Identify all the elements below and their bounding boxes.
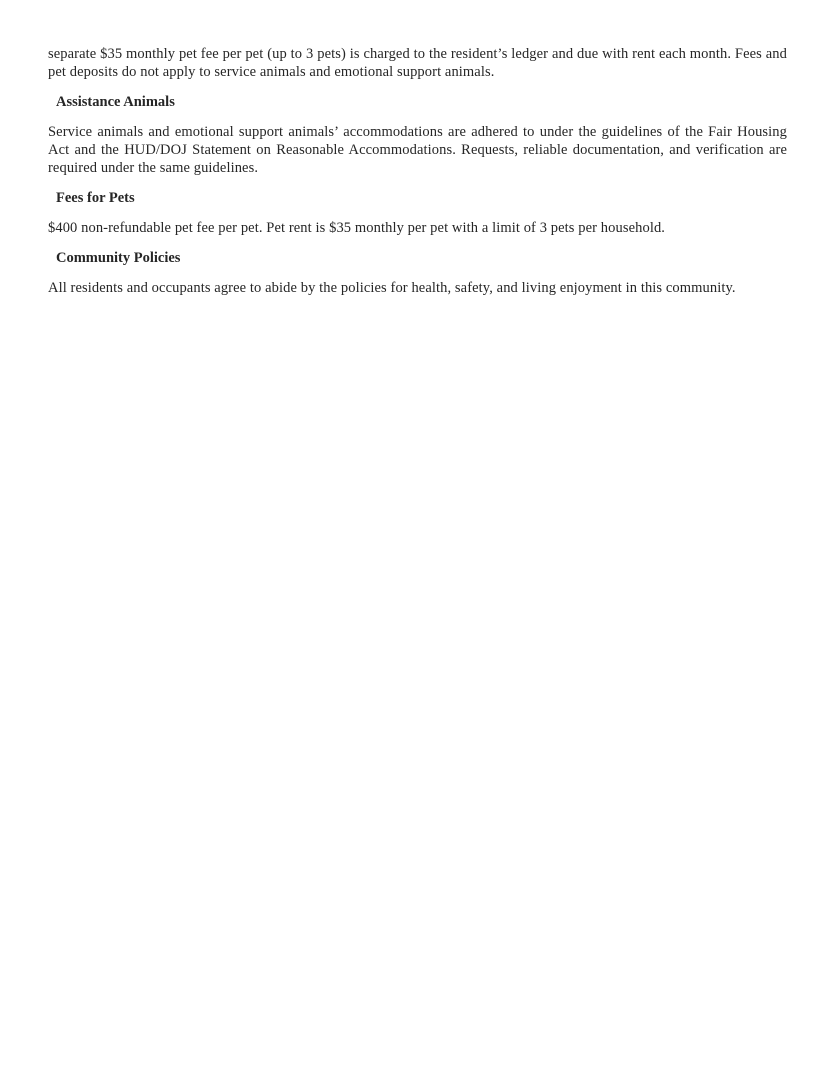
section-heading-assistance-animals: Assistance Animals: [56, 94, 175, 110]
paragraph-assistance-animals: Service animals and emotional support animals’ accommodations are adhered to under the guidelines of the Fair Housing Act and the HUD/DOJ Statement on Reasonable Accommodations. Requests, reliable documentation, and verification are required under the same guidelines.: [48, 124, 787, 176]
paragraph-community-policies: All residents and occupants agree to abide by the policies for health, safety, and living enjoyment in this community.: [48, 280, 736, 296]
paragraph-fees-for-pets: $400 non-refundable pet fee per pet. Pet rent is $35 monthly per pet with a limit of 3 pets per household.: [48, 220, 666, 236]
section-heading-community-policies: Community Policies: [56, 250, 181, 266]
paragraph-pet-fee-continuation: separate $35 monthly pet fee per pet (up to 3 pets) is charged to the resident’s ledger and due with rent each month. Fees and pet deposits do not apply to service animals and emotional support animals.: [48, 46, 787, 80]
section-heading-fees-for-pets: Fees for Pets: [56, 190, 135, 206]
